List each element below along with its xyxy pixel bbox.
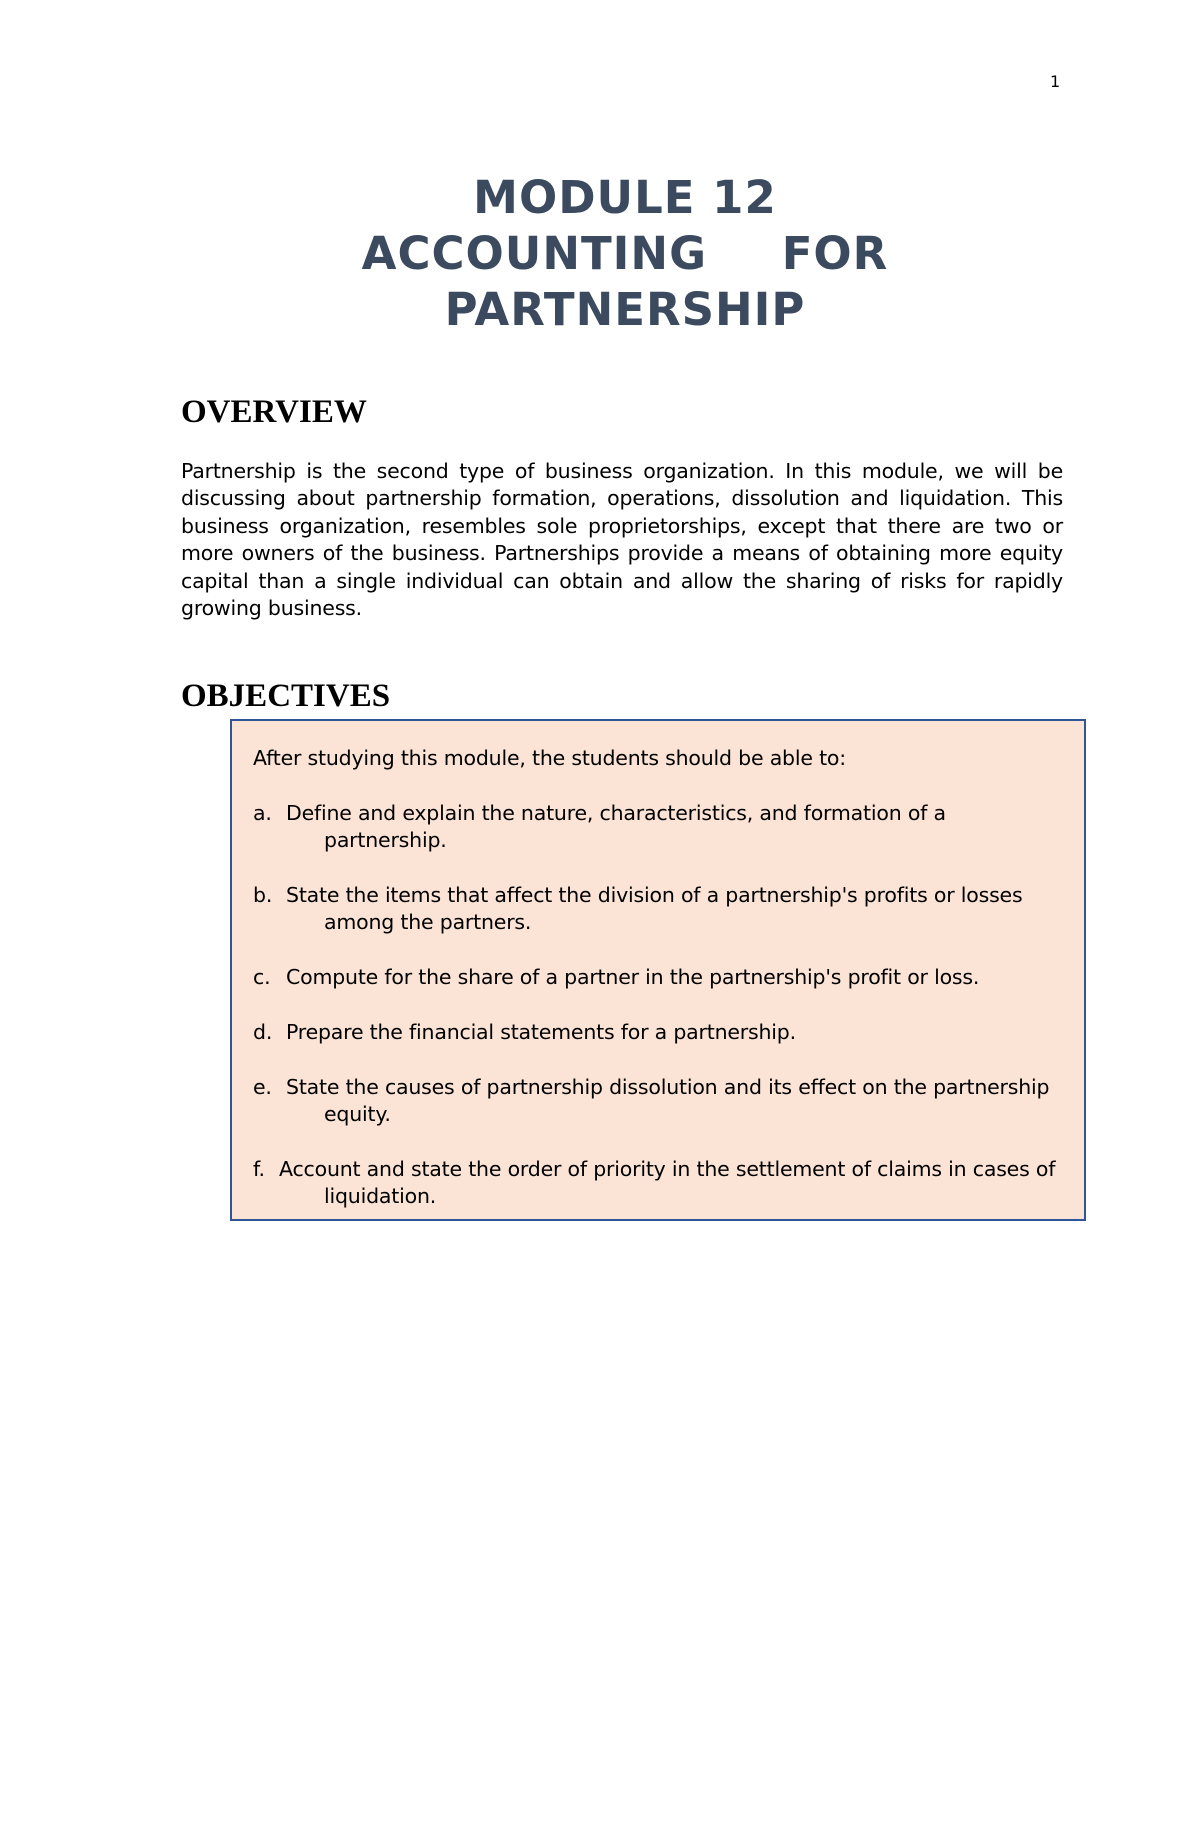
objective-marker: d. [253, 1020, 273, 1044]
title-line-accounting: ACCOUNTING FOR [361, 227, 889, 280]
objectives-box [230, 719, 1086, 1221]
objective-text: Prepare the financial statements for a partnership. [286, 1020, 796, 1044]
objective-text: Account and state the order of priority in the settlement of claims in cases of liquidation. [279, 1157, 1056, 1209]
objective-item-f [253, 1156, 1062, 1211]
title-line-partnership: PARTNERSHIP [444, 283, 806, 336]
objective-item-d [253, 1019, 1062, 1046]
objective-text: Compute for the share of a partner in the partnership's profit or loss. [286, 965, 980, 990]
objective-marker: b. [253, 883, 273, 907]
objective-marker: a. [253, 800, 272, 825]
page-number: 1 [1050, 72, 1061, 91]
objective-item-b [253, 882, 1062, 937]
objective-text: State the causes of partnership dissolution and its effect on the partnership equity. [286, 1074, 1050, 1127]
objective-marker: e. [253, 1074, 272, 1099]
objective-item-c [253, 964, 1062, 991]
objectives-heading: OBJECTIVES [181, 678, 391, 714]
objective-item-a [253, 800, 1062, 855]
objective-item-e [253, 1074, 1062, 1129]
objective-marker: f. [253, 1157, 265, 1181]
objective-marker: c. [253, 965, 271, 990]
overview-heading: OVERVIEW [181, 394, 367, 430]
objective-text: Define and explain the nature, characteristics, and formation of a partnership. [286, 800, 946, 853]
objectives-intro: After studying this module, the students should be able to: [253, 746, 846, 770]
objectives-list [253, 800, 1062, 1211]
objective-text: State the items that affect the division of a partnership's profits or losses among the partners. [286, 883, 1023, 935]
module-title [300, 170, 950, 338]
title-line-module: MODULE 12 [473, 171, 777, 224]
overview-paragraph: Partnership is the second type of business organization. In this module, we will be discussing about partnership formation, operations, dissolution and liquidation. This business organization, resembles sole proprietorships, except that there are two or more owners of the business. Partnerships provide a means of obtaining more equity capital than a single individual can obtain and allow the sharing of risks for rapidly growing business. [181, 459, 1063, 621]
